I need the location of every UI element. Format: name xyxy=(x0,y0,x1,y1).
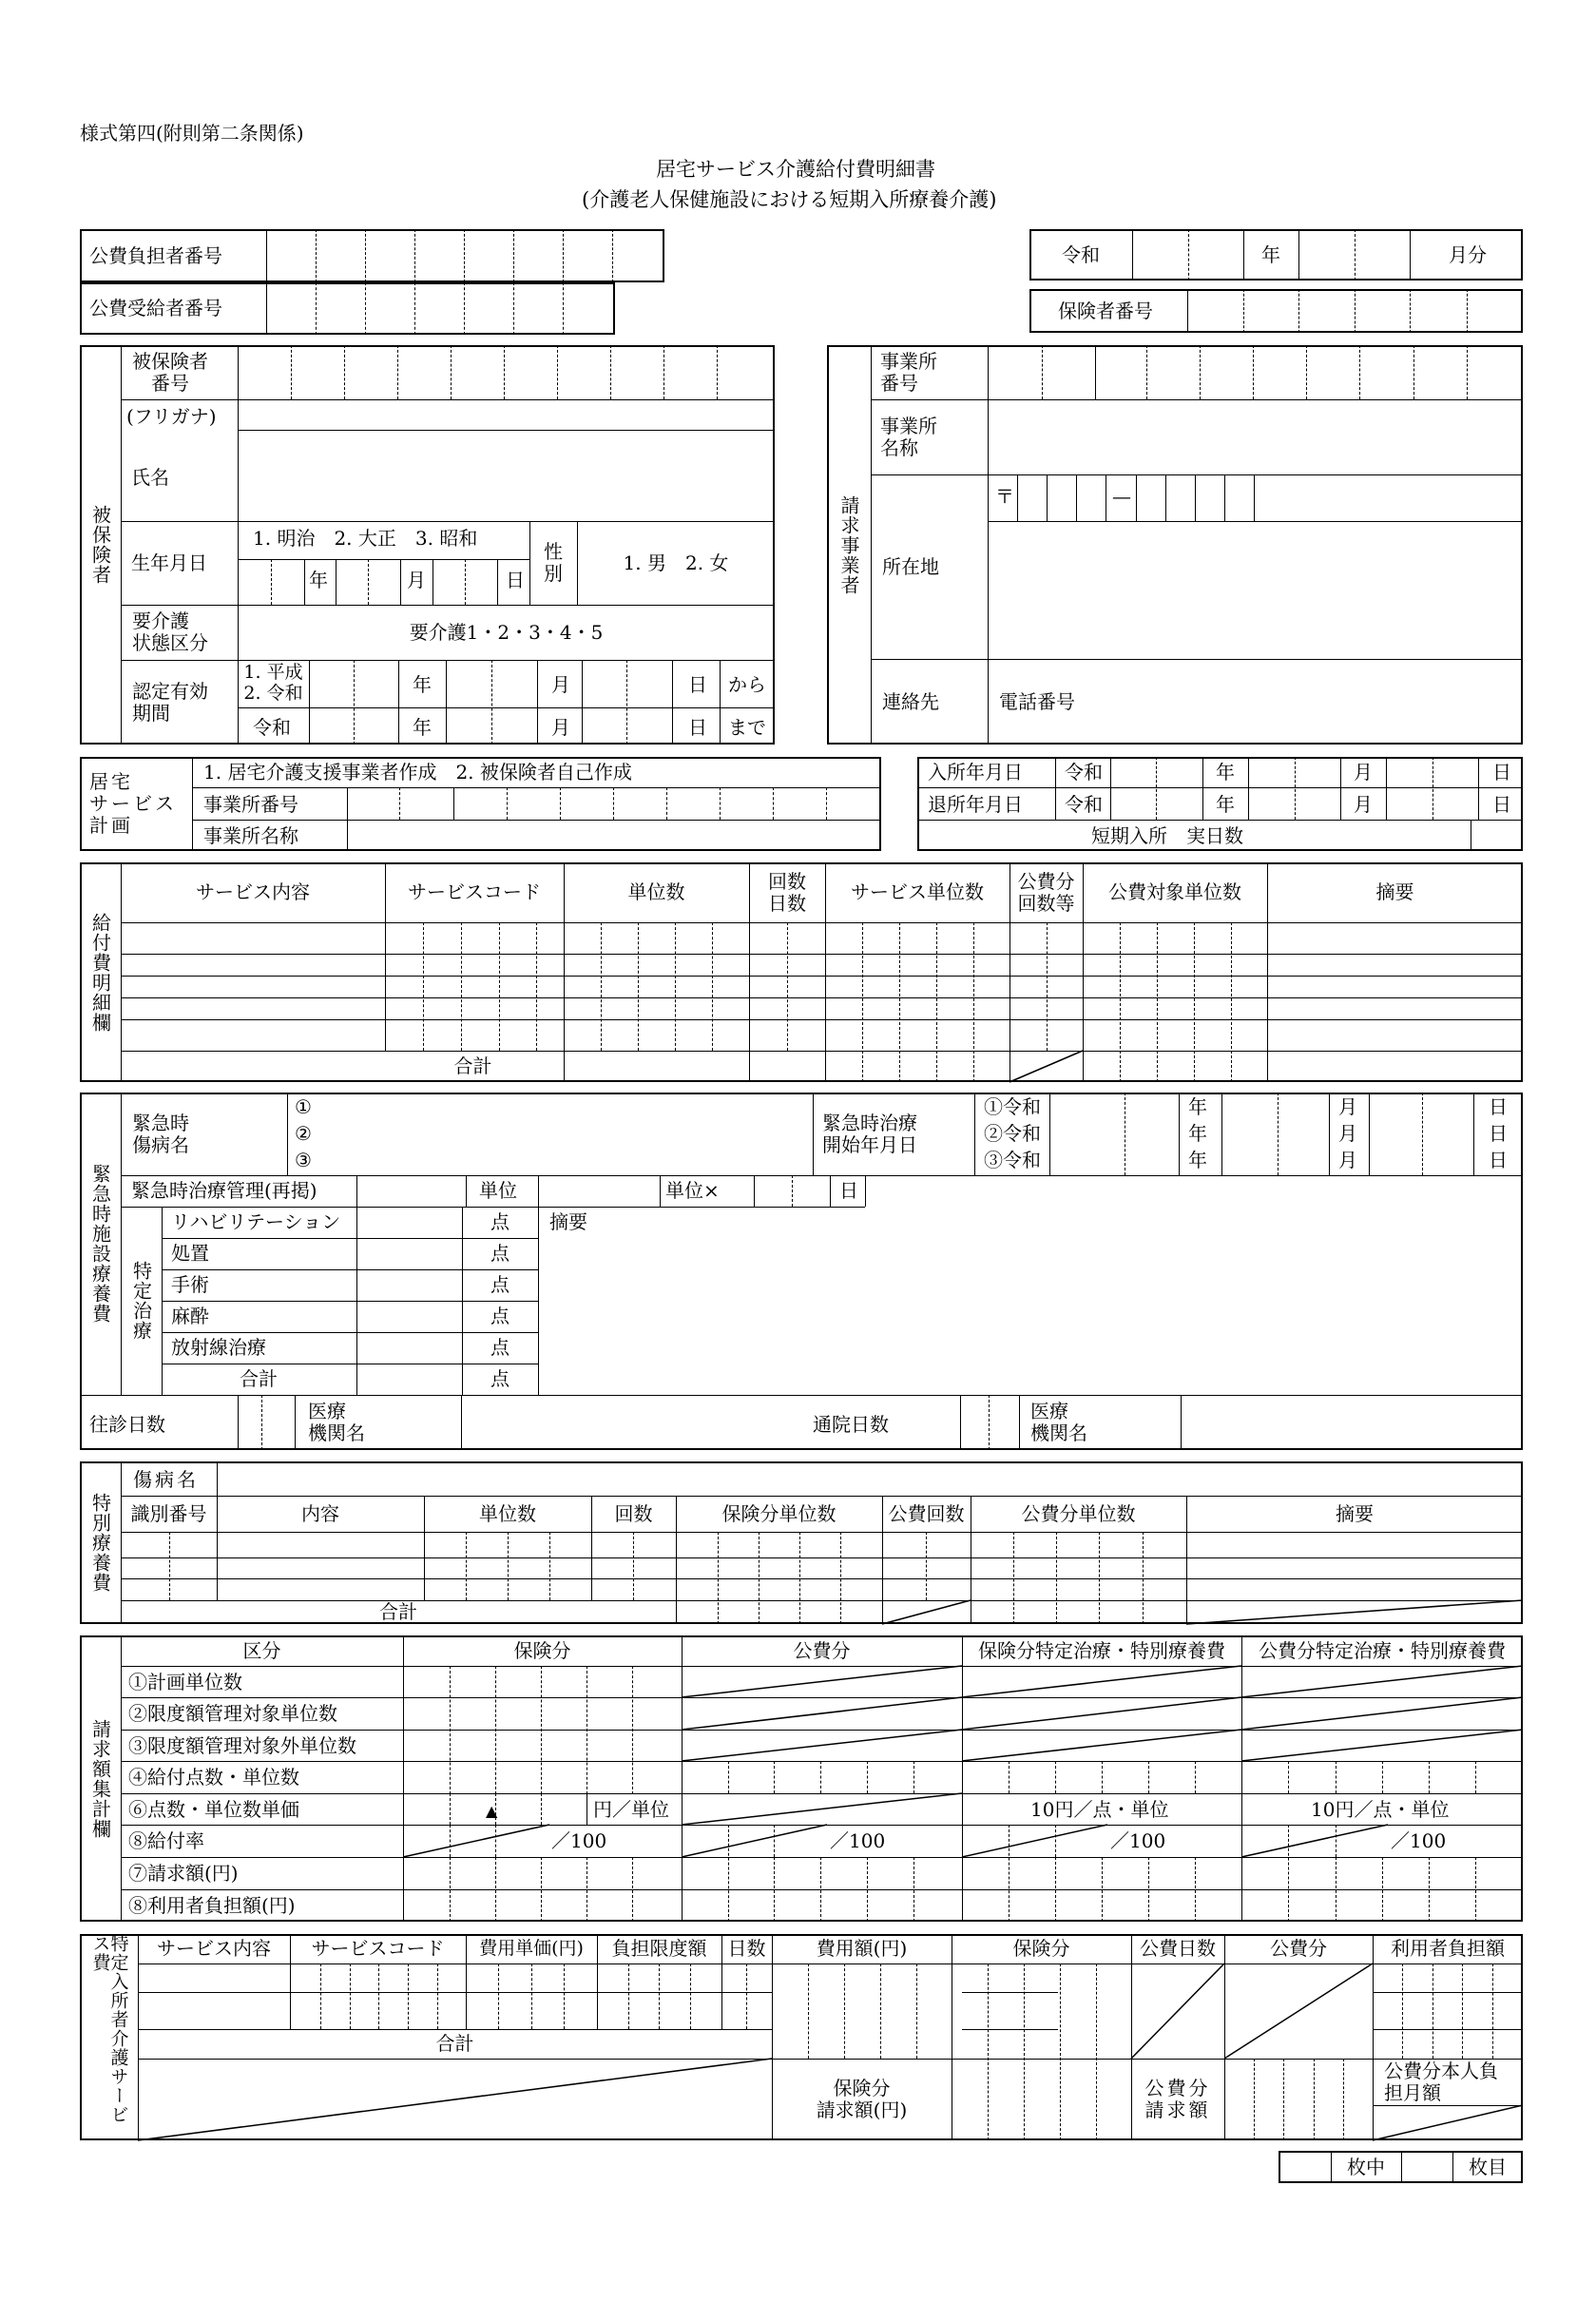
billing-row-user: ⑧利用者負担額(円) xyxy=(128,1894,296,1917)
public-recipient-input[interactable] xyxy=(266,282,615,335)
admission-in-month: 月 xyxy=(1354,761,1373,783)
point-total: 点 xyxy=(490,1367,510,1390)
emergency-era-1: ①令和 xyxy=(984,1095,1041,1118)
point-procedure: 点 xyxy=(490,1242,510,1265)
birth-era-options: 1. 明治 2. 大正 3. 昭和 xyxy=(253,527,478,550)
treatment-total: 合計 xyxy=(240,1367,278,1390)
detail-header-public-count: 公費分 回数等 xyxy=(1017,869,1075,915)
emergency-year-1: 年 xyxy=(1188,1095,1207,1118)
insured-number-label: 被保険者 番号 xyxy=(132,349,208,395)
facility-header-user: 利用者負担額 xyxy=(1391,1937,1505,1960)
postal-mark: 〒 xyxy=(995,485,1014,508)
emergency-month-1: 月 xyxy=(1338,1095,1357,1118)
facility-header-content: サービス内容 xyxy=(157,1937,271,1960)
detail-section-label: 給付費明細欄 xyxy=(88,912,112,1033)
admission-out-month: 月 xyxy=(1354,793,1373,816)
emergency-day-2: 日 xyxy=(1489,1122,1508,1145)
short-stay-days-label: 短期入所 実日数 xyxy=(1091,824,1243,847)
special-header-count: 回数 xyxy=(614,1501,653,1525)
admission-in-year: 年 xyxy=(1216,761,1235,783)
emergency-disease-label: 緊急時 傷病名 xyxy=(132,1111,189,1156)
visit-medical-label: 医療 機関名 xyxy=(308,1400,365,1444)
special-header-content: 内容 xyxy=(301,1501,339,1525)
admission-out-year: 年 xyxy=(1216,793,1235,816)
era-label: 令和 xyxy=(1062,243,1100,266)
plan-office-name-input[interactable] xyxy=(347,820,881,851)
detail-header-service-units: サービス単位数 xyxy=(851,880,984,903)
office-no-input[interactable] xyxy=(988,345,1523,399)
visit-medical-input[interactable] xyxy=(461,1395,808,1450)
sex-label: 性 別 xyxy=(544,540,563,585)
emergency-start-label: 緊急時治療 開始年月日 xyxy=(822,1111,917,1156)
name-label: 氏名 xyxy=(131,466,169,489)
triangle-mark: ▲ xyxy=(486,1802,498,1820)
emergency-unit-label: 単位 xyxy=(479,1179,517,1202)
valid-from-suffix: から xyxy=(728,673,766,696)
insurer-no-label: 保険者番号 xyxy=(1058,300,1153,322)
address-label: 所在地 xyxy=(882,555,939,578)
emergency-summary-label: 摘要 xyxy=(549,1210,587,1233)
point-surgery: 点 xyxy=(490,1273,510,1296)
valid-until-era: 令和 xyxy=(253,716,291,739)
birth-day-input[interactable] xyxy=(433,559,497,605)
admission-in-label: 入所年月日 xyxy=(928,761,1023,783)
billing-header-category: 区分 xyxy=(242,1638,281,1662)
special-header-summary: 摘要 xyxy=(1336,1501,1374,1525)
billing-row-plan: ①計画単位数 xyxy=(128,1671,242,1693)
valid-until-month: 月 xyxy=(551,716,570,739)
detail-header-public-units: 公費対象単位数 xyxy=(1108,880,1241,903)
short-stay-days-input[interactable] xyxy=(1471,820,1523,851)
point-radiation: 点 xyxy=(490,1336,510,1359)
pub-special-rate-suffix: ／100 xyxy=(1391,1829,1447,1852)
billing-header-insurance: 保険分 xyxy=(513,1638,571,1662)
facility-header-days: 日数 xyxy=(727,1937,766,1960)
billing-header-public: 公費分 xyxy=(793,1638,851,1662)
birth-month-label: 月 xyxy=(407,569,426,591)
emergency-era-3: ③令和 xyxy=(984,1149,1041,1171)
special-header-pub-units: 公費分単位数 xyxy=(1021,1501,1136,1525)
plan-options: 1. 居宅介護支援事業者作成 2. 被保険者自己作成 xyxy=(203,761,632,783)
outpatient-medical-input[interactable] xyxy=(1181,1395,1523,1450)
valid-from-era: 1. 平成 2. 令和 xyxy=(243,662,303,704)
facility-header-insurance: 保険分 xyxy=(1012,1937,1070,1960)
care-level-label: 要介護 状態区分 xyxy=(132,609,208,654)
sheets-label: 枚中 xyxy=(1347,2155,1385,2178)
treatment-procedure: 処置 xyxy=(171,1242,209,1265)
valid-until-year: 年 xyxy=(413,716,432,739)
facility-header-unit-price: 費用単価(円) xyxy=(479,1937,584,1959)
facility-ins-claim-label: 保険分 請求額(円) xyxy=(816,2077,908,2121)
billing-header-pub-special: 公費分特定治療・特別療養費 xyxy=(1259,1638,1506,1662)
admission-in-era: 令和 xyxy=(1065,761,1103,783)
public-payer-input[interactable] xyxy=(266,229,664,282)
emergency-mgmt-label: 緊急時治療管理(再掲) xyxy=(131,1179,317,1202)
emergency-mgmt-input[interactable] xyxy=(356,1175,466,1207)
plan-label: 居宅 サービス 計画 xyxy=(89,770,177,837)
emergency-summary-input[interactable] xyxy=(538,1207,1523,1395)
facility-header-public: 公費分 xyxy=(1270,1937,1327,1960)
emergency-month-2: 月 xyxy=(1338,1122,1357,1145)
billing-header-ins-special: 保険分特定治療・特別療養費 xyxy=(978,1638,1225,1662)
service-year-input[interactable] xyxy=(1132,229,1243,280)
birth-day-label: 日 xyxy=(506,569,525,591)
emergency-days-input[interactable] xyxy=(754,1175,830,1207)
form-subtitle: (介護老人保健施設における短期入所療養介護) xyxy=(582,188,997,211)
emergency-unit-times-label: 単位× xyxy=(665,1179,720,1202)
ins-special-rate-suffix: ／100 xyxy=(1110,1829,1166,1852)
emergency-mark-1: ① xyxy=(295,1095,312,1118)
birth-year-label: 年 xyxy=(309,569,328,591)
admission-out-day: 日 xyxy=(1492,793,1511,816)
month-of-label: 月分 xyxy=(1449,243,1487,266)
emergency-unit-input[interactable] xyxy=(538,1175,660,1207)
emergency-year-2: 年 xyxy=(1188,1122,1207,1145)
emergency-disease-input[interactable] xyxy=(314,1093,813,1175)
phone-label: 電話番号 xyxy=(999,690,1075,713)
page-label: 枚目 xyxy=(1469,2155,1507,2178)
billing-row-limit: ②限度額管理対象単位数 xyxy=(128,1702,337,1725)
detail-header-content: サービス内容 xyxy=(196,880,310,903)
emergency-mark-2: ② xyxy=(295,1122,312,1145)
birth-label: 生年月日 xyxy=(131,551,207,574)
treatment-radiation: 放射線治療 xyxy=(171,1336,266,1359)
form-reference: 様式第四(附則第二条関係) xyxy=(80,122,304,145)
facility-header-pub-days: 公費日数 xyxy=(1140,1937,1216,1960)
yen-per-unit-label: 円／単位 xyxy=(593,1798,669,1821)
facility-header-code: サービスコード xyxy=(311,1937,445,1960)
detail-header-summary: 摘要 xyxy=(1375,880,1414,903)
name-input[interactable] xyxy=(238,430,775,521)
treatment-surgery: 手術 xyxy=(171,1273,209,1296)
plan-office-no-input[interactable] xyxy=(347,787,881,820)
point-rehab: 点 xyxy=(490,1210,510,1233)
treatment-anesthesia: 麻酔 xyxy=(171,1305,209,1327)
service-month-input[interactable] xyxy=(1298,229,1410,280)
admission-out-era: 令和 xyxy=(1065,793,1103,816)
point-anesthesia: 点 xyxy=(490,1305,510,1327)
emergency-day-3: 日 xyxy=(1489,1149,1508,1171)
valid-period-label: 認定有効 期間 xyxy=(132,679,208,725)
address-input[interactable] xyxy=(988,521,1523,659)
valid-until-day: 日 xyxy=(688,716,707,739)
special-header-id: 識別番号 xyxy=(130,1501,207,1525)
ins-special-price: 10円／点・単位 xyxy=(1030,1798,1169,1821)
admission-in-day: 日 xyxy=(1492,761,1511,783)
office-no-label: 事業所 番号 xyxy=(880,349,937,395)
pub-special-price: 10円／点・単位 xyxy=(1311,1798,1450,1821)
facility-pub-self-label: 公費分本人負 担月額 xyxy=(1384,2059,1498,2104)
detail-header-units: 単位数 xyxy=(627,880,685,903)
admission-out-label: 退所年月日 xyxy=(928,793,1023,816)
provider-section-label: 請求事業者 xyxy=(837,494,860,595)
contact-label: 連絡先 xyxy=(882,690,939,713)
billing-row-nonlimit: ③限度額管理対象外単位数 xyxy=(128,1734,356,1757)
office-name-input[interactable] xyxy=(988,399,1523,474)
insurer-no-input[interactable] xyxy=(1187,289,1523,333)
sex-options: 1. 男 2. 女 xyxy=(623,551,729,574)
emergency-mark-3: ③ xyxy=(295,1149,312,1171)
public-recipient-label: 公費受給者番号 xyxy=(89,297,222,319)
insured-section-label: 被保険者 xyxy=(88,505,112,585)
special-care-label: 特別療養費 xyxy=(88,1493,112,1593)
plan-office-no-label: 事業所番号 xyxy=(203,793,298,816)
billing-section-label: 請求額集計欄 xyxy=(88,1718,112,1839)
special-header-ins-units: 保険分単位数 xyxy=(721,1501,836,1525)
emergency-day-label: 日 xyxy=(839,1179,858,1202)
detail-header-code: サービスコード xyxy=(408,880,541,903)
special-disease-input[interactable] xyxy=(217,1461,1523,1496)
emergency-day-1: 日 xyxy=(1489,1095,1508,1118)
special-header-pub-count: 公費回数 xyxy=(888,1501,965,1525)
emergency-section-label: 緊急時施設療養費 xyxy=(88,1164,112,1324)
emergency-era-2: ②令和 xyxy=(984,1122,1041,1145)
special-disease-label: 傷病名 xyxy=(133,1468,199,1491)
special-treatment-label: 特定治療 xyxy=(129,1261,153,1341)
plan-office-name-label: 事業所名称 xyxy=(203,824,298,847)
valid-from-day: 日 xyxy=(688,673,707,696)
outpatient-days-label: 通院日数 xyxy=(813,1413,889,1436)
billing-row-rate: ⑧給付率 xyxy=(128,1829,204,1852)
valid-from-month: 月 xyxy=(551,673,570,696)
billing-row-points: ④給付点数・単位数 xyxy=(128,1766,299,1789)
outpatient-medical-label: 医療 機関名 xyxy=(1030,1400,1087,1444)
furigana-input[interactable] xyxy=(238,399,775,430)
care-level-options: 要介護1・2・3・4・5 xyxy=(409,620,604,644)
office-name-label: 事業所 名称 xyxy=(880,414,937,459)
facility-section-label: 特定入所者介護サービス費 xyxy=(89,1934,129,2124)
form-title: 居宅サービス介護給付費明細書 xyxy=(656,158,935,181)
special-header-units: 単位数 xyxy=(479,1501,536,1525)
postal-dash: — xyxy=(1112,485,1131,508)
year-label: 年 xyxy=(1261,243,1280,266)
treatment-rehab: リハビリテーション xyxy=(171,1210,341,1233)
detail-header-count: 回数 日数 xyxy=(768,869,806,915)
valid-from-year: 年 xyxy=(413,673,432,696)
pub-rate-suffix: ／100 xyxy=(830,1829,886,1852)
total-sheets-input[interactable] xyxy=(1279,2151,1331,2183)
detail-total-label: 合計 xyxy=(453,1054,492,1077)
ins-rate-suffix: ／100 xyxy=(551,1829,607,1852)
furigana-label: (フリガナ) xyxy=(126,405,217,428)
birth-month-input[interactable] xyxy=(336,559,400,605)
page-no-input[interactable] xyxy=(1401,2151,1452,2183)
facility-header-limit: 負担限度額 xyxy=(611,1937,707,1960)
emergency-month-3: 月 xyxy=(1338,1149,1357,1171)
facility-header-cost: 費用額(円) xyxy=(816,1937,908,1960)
visit-days-label: 往診日数 xyxy=(89,1413,165,1436)
billing-row-claim: ⑦請求額(円) xyxy=(128,1862,239,1885)
insured-number-input[interactable] xyxy=(238,345,775,399)
billing-row-price: ⑥点数・単位数単価 xyxy=(128,1798,299,1821)
birth-year-input[interactable] xyxy=(238,559,304,605)
special-total-label: 合計 xyxy=(379,1600,417,1623)
valid-until-suffix: まで xyxy=(728,716,766,739)
public-payer-label: 公費負担者番号 xyxy=(89,244,222,267)
emergency-year-3: 年 xyxy=(1188,1149,1207,1171)
postal-code-input[interactable] xyxy=(1017,474,1254,521)
facility-total-label: 合計 xyxy=(435,2032,474,2055)
facility-pub-claim-label: 公費分 請求額 xyxy=(1144,2077,1211,2121)
